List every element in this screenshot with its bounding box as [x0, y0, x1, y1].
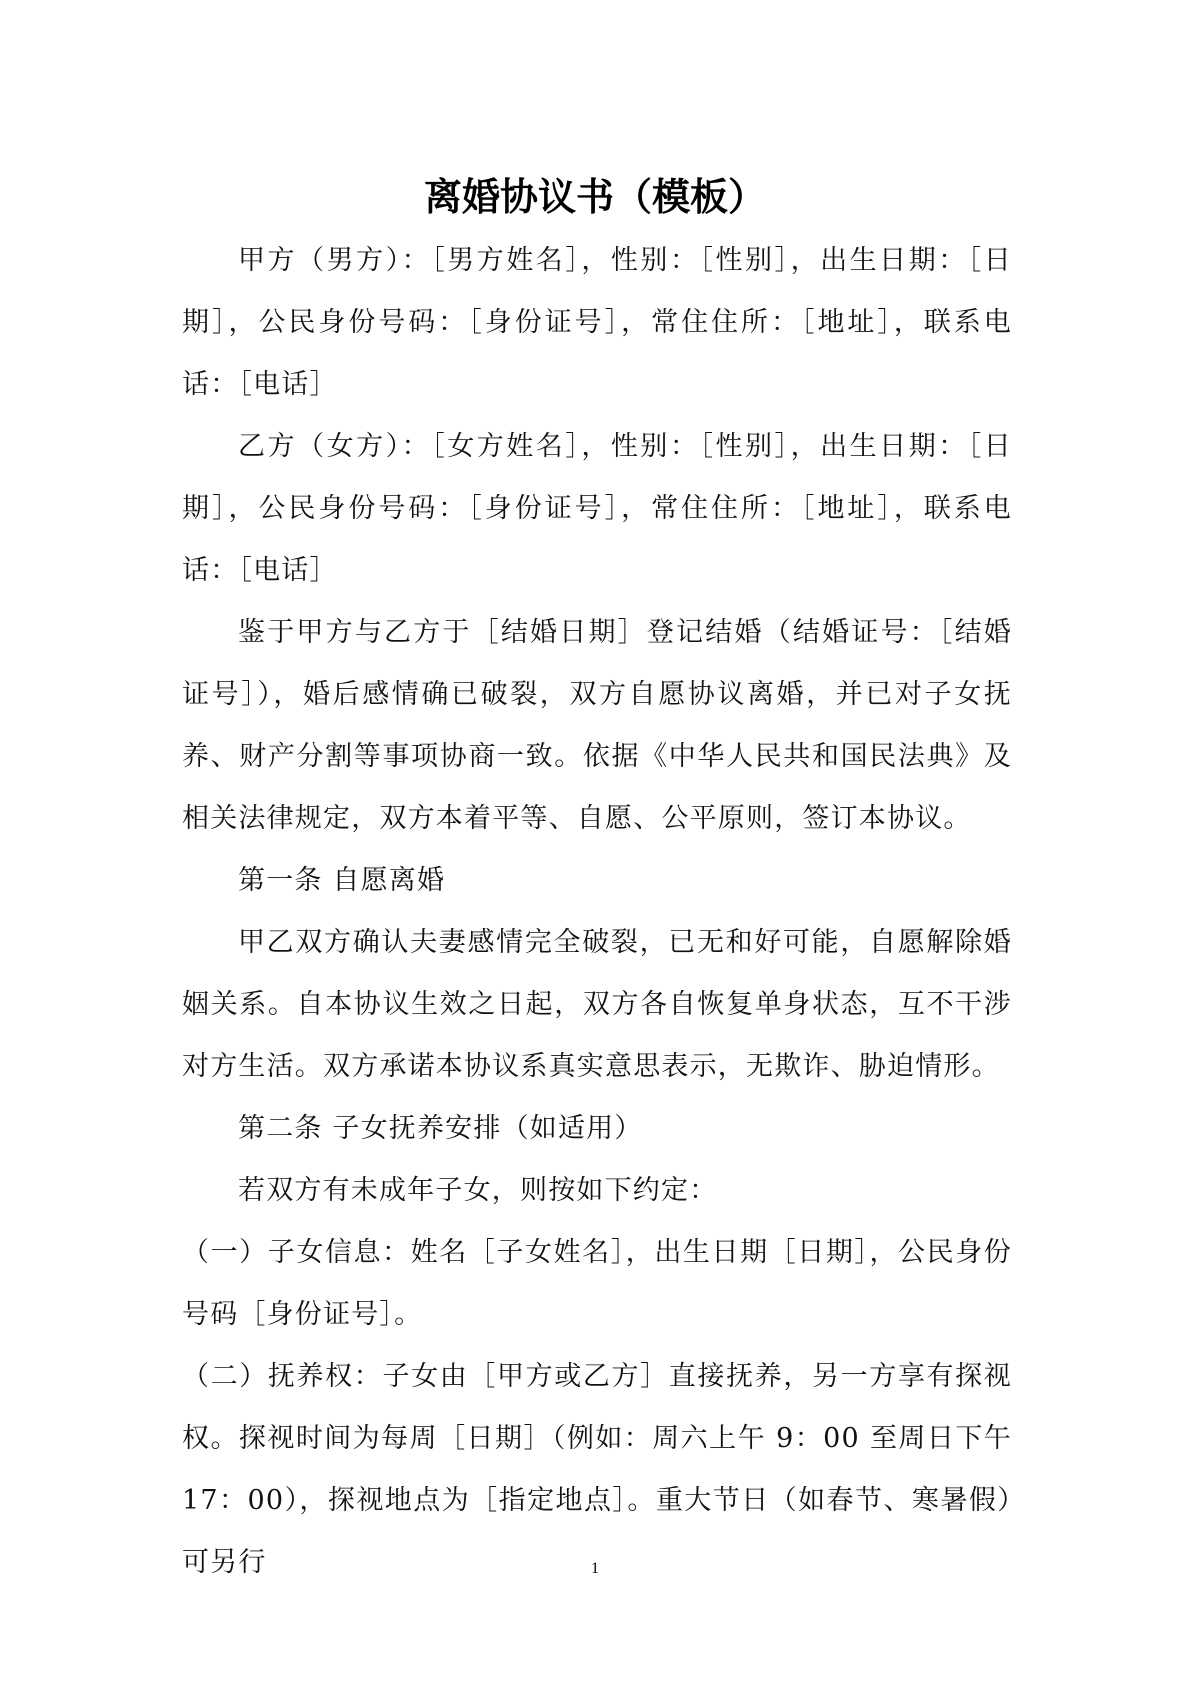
article-1-body: 甲乙双方确认夫妻感情完全破裂，已无和好可能，自愿解除婚姻关系。自本协议生效之日起，双方各自恢复单身状态，互不干涉对方生活。双方承诺本协议系真实意思表示，无欺诈、胁迫情形。: [182, 927, 1012, 1082]
article-1-heading: 第一条 自愿离婚: [238, 865, 446, 896]
page-number: 1: [591, 1560, 599, 1577]
article-2-intro: 若双方有未成年子女，则按如下约定：: [238, 1175, 718, 1206]
preamble-paragraph: 鉴于甲方与乙方于［结婚日期］登记结婚（结婚证号：［结婚证号］），婚后感情确已破裂，双方自愿协议离婚，并已对子女抚养、财产分割等事项协商一致。依据《中华人民共和国民法典》及相关法律规定，双方本着平等、自愿、公平原则，签订本协议。: [182, 617, 1012, 834]
article-2-item-2: （二）抚养权：子女由［甲方或乙方］直接抚养，另一方享有探视权。探视时间为每周［日期］（例如：周六上午 9：00 至周日下午 17：00），探视地点为［指定地点］。重大节日（如春节、寒暑假）可另行: [182, 1361, 1012, 1578]
document-body: [182, 230, 1012, 1594]
article-2-item-1: （一）子女信息：姓名［子女姓名］，出生日期［日期］，公民身份号码［身份证号］。: [182, 1237, 1012, 1330]
article-2-heading: 第二条 子女抚养安排（如适用）: [238, 1113, 643, 1144]
party-b-paragraph: 乙方（女方）：［女方姓名］，性别：［性别］，出生日期：［日期］，公民身份号码：［身份证号］，常住住所：［地址］，联系电话：［电话］: [182, 431, 1012, 586]
party-a-paragraph: 甲方（男方）：［男方姓名］，性别：［性别］，出生日期：［日期］，公民身份号码：［身份证号］，常住住所：［地址］，联系电话：［电话］: [182, 245, 1012, 400]
document-title: 离婚协议书（模板）: [423, 175, 766, 219]
